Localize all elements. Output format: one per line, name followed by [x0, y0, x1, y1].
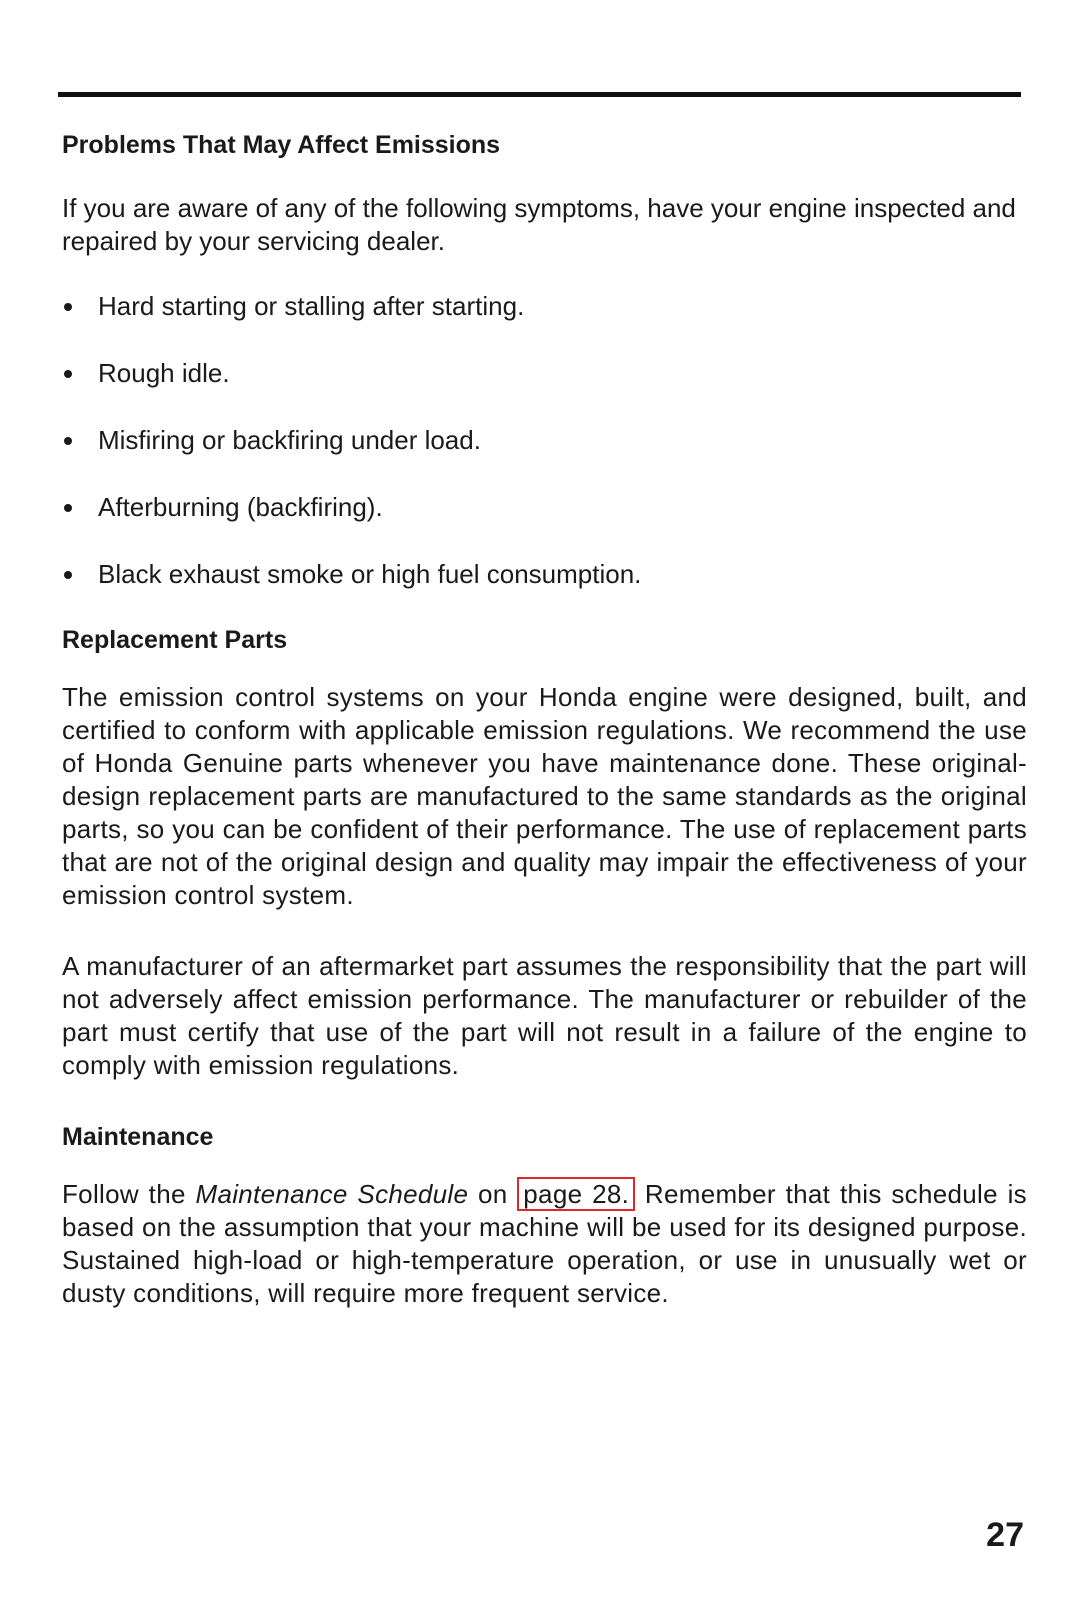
list-item	[62, 424, 1027, 457]
maintenance-text-after: Remember that this schedule is based on the assumption that your machine will be used for its designed purpose. Sustained high-load or high-temperature operation, or use in unusually wet or dusty conditions, will require more frequent service.	[62, 1179, 1027, 1308]
replacement-heading: Replacement Parts	[62, 626, 288, 654]
replacement-paragraph-1: The emission control systems on your Honda engine were designed, built, and certified to conform with applicable emission regulations. We recommend the use of Honda Genuine parts whenever you have maintenance done. These original-design replacement parts are manufactured to the same standards as the original parts, so you can be confident of their performance. The use of replacement parts that are not of the original design and quality may impair the effectiveness of your emission control system.	[62, 682, 1027, 910]
symptom-list	[62, 290, 1027, 591]
maintenance-text-on: on	[468, 1179, 518, 1209]
bullet-icon	[64, 504, 72, 512]
header-rule	[58, 92, 1021, 97]
page-28-link[interactable]: page 28.	[517, 1177, 635, 1211]
list-item-text: Black exhaust smoke or high fuel consumption.	[98, 559, 642, 589]
page-content	[62, 128, 1027, 1310]
list-item-text: Rough idle.	[98, 358, 230, 388]
maintenance-text-before: Follow the	[62, 1179, 196, 1209]
bullet-icon	[64, 370, 72, 378]
maintenance-schedule-title: Maintenance Schedule	[195, 1179, 469, 1209]
maintenance-heading: Maintenance	[62, 1123, 214, 1151]
list-item	[62, 491, 1027, 524]
list-item	[62, 290, 1027, 323]
replacement-paragraph-2: A manufacturer of an aftermarket part assumes the responsibility that the part will not adversely affect emission performance. The manufacturer or rebuilder of the part must certify that use of the part will not result in a failure of the engine to comply with emission regulations.	[62, 951, 1027, 1080]
page-number: 27	[986, 1516, 1024, 1554]
list-item-text: Afterburning (backfiring).	[98, 492, 383, 522]
list-item	[62, 558, 1027, 591]
maintenance-paragraph	[62, 1178, 1027, 1310]
bullet-icon	[64, 437, 72, 445]
list-item-text: Misfiring or backfiring under load.	[98, 425, 481, 455]
problems-intro: If you are aware of any of the following symptoms, have your engine inspected and repaired by your servicing dealer.	[62, 193, 1016, 256]
bullet-icon	[64, 571, 72, 579]
list-item-text: Hard starting or stalling after starting.	[98, 291, 525, 321]
list-item	[62, 357, 1027, 390]
problems-heading: Problems That May Affect Emissions	[62, 131, 501, 159]
bullet-icon	[64, 303, 72, 311]
